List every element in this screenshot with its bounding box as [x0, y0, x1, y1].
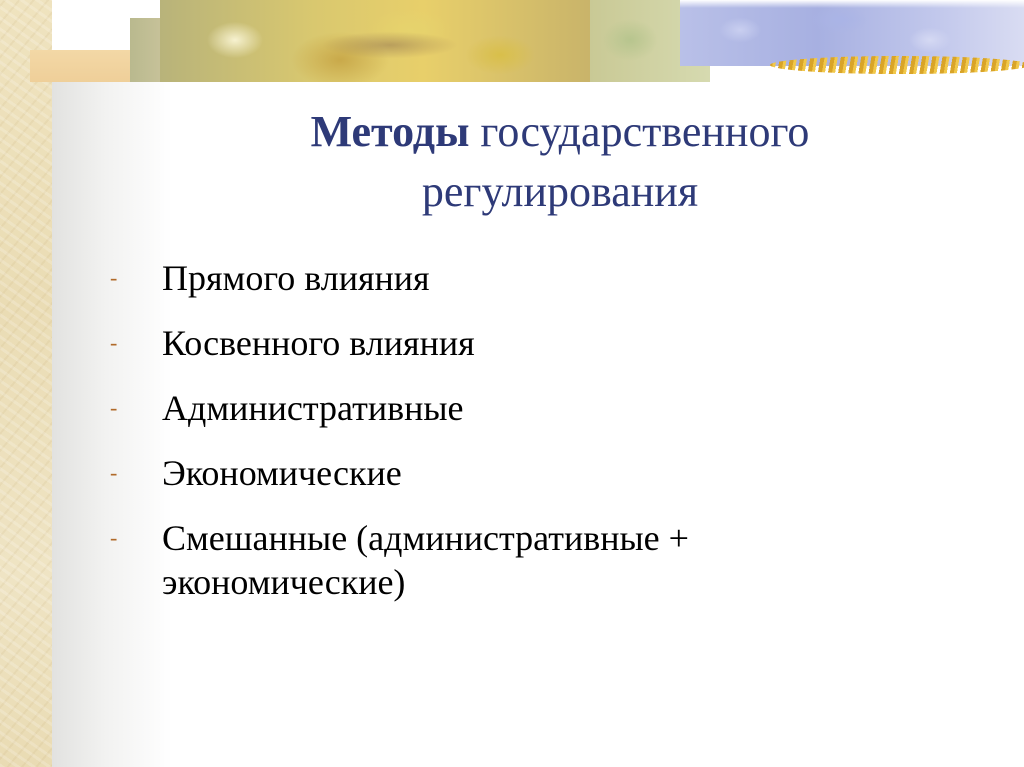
list-item-text: Прямого влияния [162, 258, 430, 298]
title-bold-word: Методы [310, 107, 470, 156]
list-item-text: Косвенного влияния [162, 323, 475, 363]
bullet-dash: - [110, 330, 118, 355]
list-item [110, 516, 910, 604]
list-item [110, 321, 910, 365]
bullet-dash: - [110, 525, 118, 550]
bullet-dash: - [110, 265, 118, 290]
banner-leaf-shape [290, 20, 490, 70]
list-item-text: Экономические [162, 453, 402, 493]
title-line-2: регулирования [421, 167, 699, 216]
list-item [110, 451, 910, 495]
slide-title [160, 102, 960, 222]
list-item [110, 386, 910, 430]
list-item [110, 256, 910, 300]
banner-wheat-image [770, 56, 1024, 74]
title-word: государственного [480, 107, 810, 156]
banner-beige-block [30, 50, 140, 82]
banner-highlight [680, 0, 1024, 8]
header-photo-banner [30, 0, 1024, 82]
bullet-list [110, 256, 910, 625]
list-item-text: Административные [162, 388, 464, 428]
bullet-dash: - [110, 395, 118, 420]
parchment-strip [0, 0, 52, 767]
list-item-text: Смешанные (административные + экономические) [162, 518, 689, 602]
bullet-dash: - [110, 460, 118, 485]
